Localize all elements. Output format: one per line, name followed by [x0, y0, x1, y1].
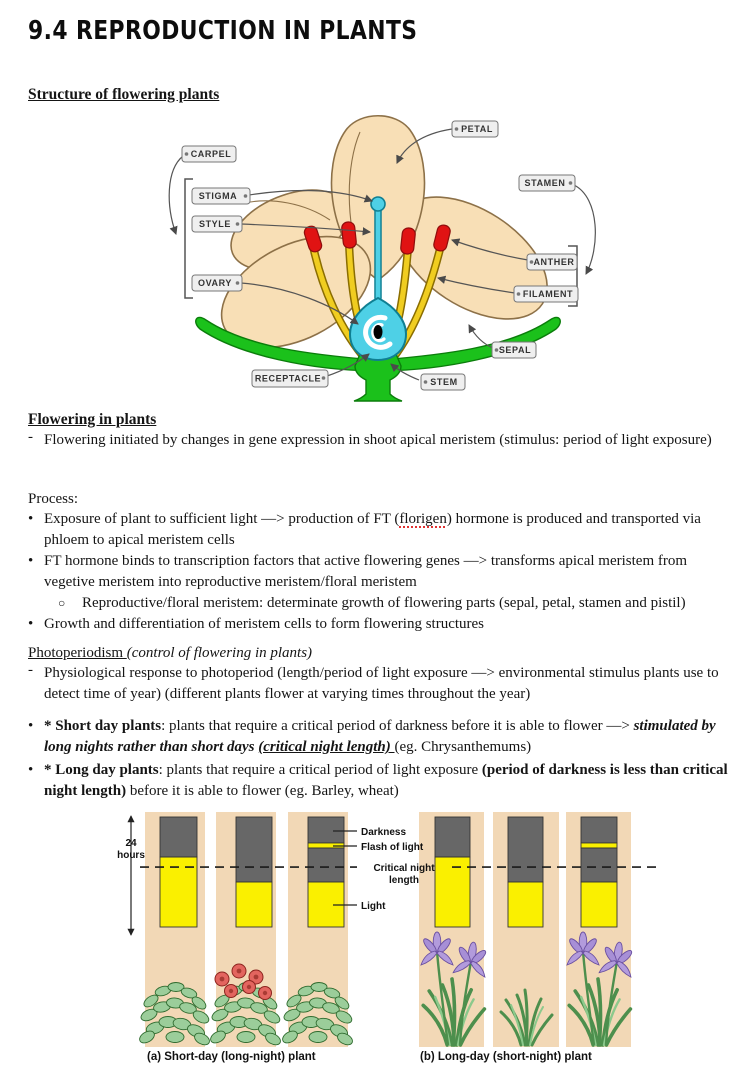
label-stamen: [519, 175, 575, 191]
flowering-heading: Flowering in plants: [28, 411, 157, 428]
bar-segment-darkness: [581, 848, 617, 882]
label-anther: [527, 254, 577, 270]
bar-segment-darkness: [581, 817, 617, 843]
label-stigma: [192, 188, 250, 204]
svg-text:STYLE: STYLE: [198, 219, 232, 229]
critical-label-line1: Critical night: [373, 863, 435, 874]
ovule-shape: [374, 325, 383, 339]
svg-text:CARPEL: CARPEL: [190, 149, 232, 159]
svg-text:STIGMA: STIGMA: [198, 191, 238, 201]
long-day-bullet: • * Long day plants: plants that require a critical period of light exposure (period of darkness is less than critical night length) before it is able to flower (eg. Barley, wheat): [28, 760, 740, 802]
24-hour-axis: [117, 816, 145, 935]
bar-segment-light: [581, 882, 617, 927]
dot-bullet-marker: •: [28, 553, 34, 569]
axis-unit: hours: [117, 850, 145, 861]
label-stem: [421, 374, 465, 390]
dash-bullet-marker: -: [28, 662, 33, 678]
label-filament: [514, 286, 578, 302]
label-sepal: [492, 342, 536, 358]
dot-bullet-marker: •: [28, 511, 34, 527]
svg-text:ANTHER: ANTHER: [533, 257, 575, 267]
bar-segment-light: [581, 843, 617, 848]
process-bullet-3: • Growth and differentiation of meristem cells to form flowering structures: [28, 614, 740, 635]
svg-text:PETAL: PETAL: [461, 124, 493, 134]
svg-text:OVARY: OVARY: [197, 278, 233, 288]
process-label: Process:: [28, 491, 78, 507]
process-bullet-2: • FT hormone binds to transcription factors that active flowering genes —> transforms apical meristem from vegetive meristem into reproductive meristem/floral meristem: [28, 551, 740, 593]
label-ovary: [192, 275, 242, 291]
short-day-bullet: • * Short day plants: plants that require a critical period of darkness before it is able to flower —> stimulated by long nights rather than short days (critical night length) (eg. Chrysanthemums): [28, 716, 740, 758]
label-petal: [452, 121, 498, 137]
page-title: 9.4 REPRODUCTION IN PLANTS: [28, 16, 418, 46]
bar-segment-darkness: [236, 817, 272, 882]
label-style: [192, 216, 242, 232]
flowering-intro-bullet: - Flowering initiated by changes in gene expression in shoot apical meristem (stimulus: period of light exposure): [28, 429, 712, 448]
svg-text:SEPAL: SEPAL: [498, 345, 532, 355]
label-receptacle: [252, 370, 328, 387]
caption-a: (a) Short-day (long-night) plant: [147, 1051, 316, 1063]
stigma-shape: [371, 197, 385, 211]
svg-text:STEM: STEM: [430, 377, 458, 387]
bar-segment-darkness: [435, 817, 470, 857]
photoperiodism-intro-bullet: - Physiological response to photoperiod (length/period of light exposure —> environmental stimulus plants use to detect time of year) (different plants flower at varying times throughout the year): [28, 662, 719, 702]
darkness-label: Darkness: [361, 827, 407, 838]
svg-text:STAMEN: STAMEN: [524, 178, 566, 188]
caption-b: (b) Long-day (short-night) plant: [420, 1051, 592, 1063]
axis-value: 24: [125, 838, 137, 849]
dash-bullet-marker: -: [28, 429, 33, 445]
process-bullet-1: • Exposure of plant to sufficient light —> production of FT (florigen) hormone is produced and transported via phloem to apical meristem cells: [28, 509, 740, 551]
circle-bullet-marker: ○: [58, 596, 66, 610]
photoperiodism-figure: [0, 808, 754, 1076]
flower-structure-figure: [0, 108, 754, 402]
bar-segment-darkness: [160, 817, 197, 857]
bar-segment-light: [236, 882, 272, 927]
svg-text:FILAMENT: FILAMENT: [522, 289, 574, 299]
photoperiodism-heading: Photoperiodism (control of flowering in plants): [28, 645, 313, 661]
structure-heading: Structure of flowering plants: [28, 86, 220, 103]
label-carpel: [182, 146, 236, 162]
process-sub-bullet: ○ Reproductive/floral meristem: determinate growth of flowering parts (sepal, petal, stamen and pistil): [58, 593, 740, 614]
dot-bullet-marker: •: [28, 616, 34, 632]
bar-segment-darkness: [308, 817, 344, 843]
dot-bullet-marker: •: [28, 718, 34, 734]
dot-bullet-marker: •: [28, 762, 34, 778]
stem-shape: [354, 354, 402, 401]
light-label: Light: [361, 901, 386, 912]
bar-segment-light: [508, 882, 543, 927]
figure-plants: [138, 932, 636, 1047]
flash-label: Flash of light: [361, 842, 424, 853]
svg-text:RECEPTACLE: RECEPTACLE: [254, 373, 322, 384]
critical-label-line2: length: [389, 875, 419, 886]
bar-segment-darkness: [508, 817, 543, 882]
bar-segment-darkness: [308, 848, 344, 882]
